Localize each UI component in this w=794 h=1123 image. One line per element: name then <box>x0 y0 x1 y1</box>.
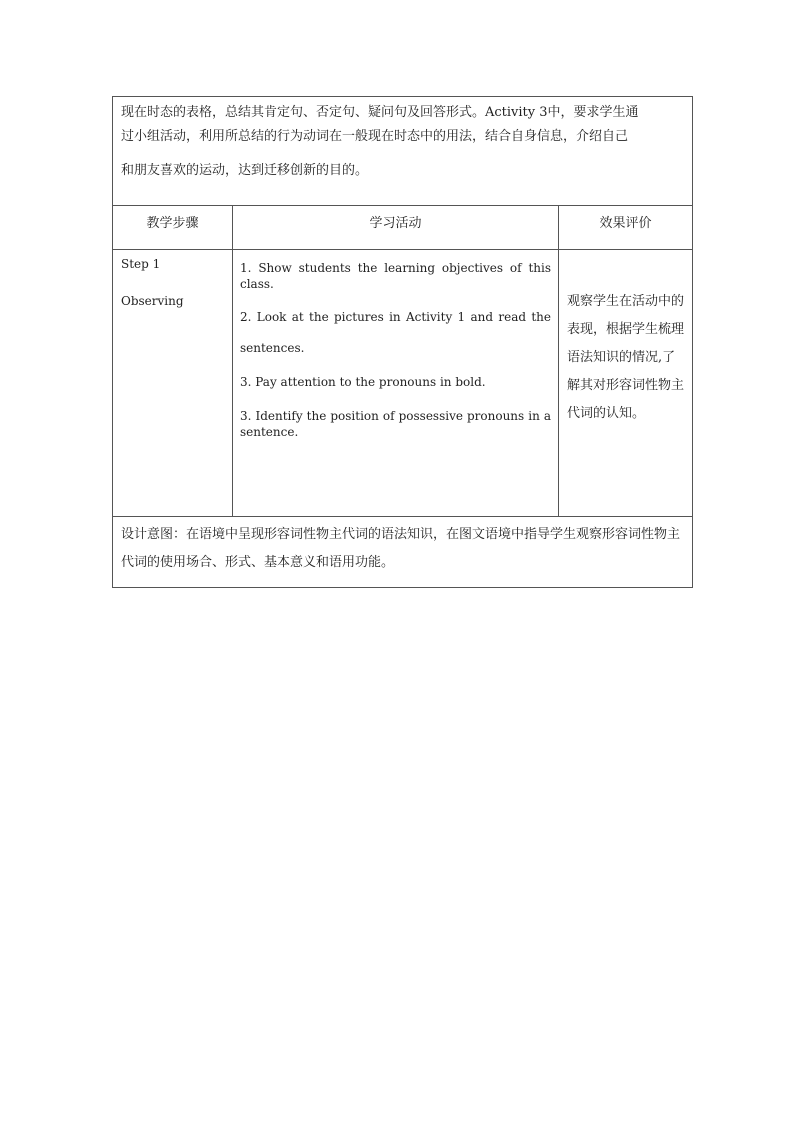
intro-line-1: 现在时态的表格，总结其肯定句、否定句、疑问句及回答形式。Activity 3中，要求学生通 <box>121 105 639 120</box>
intro-line-3: 和朋友喜欢的运动，达到迁移创新的目的。 <box>121 163 369 178</box>
step-name: Observing <box>121 294 184 308</box>
header-evaluation: 效果评价 <box>559 206 693 250</box>
lesson-plan-table <box>112 96 693 588</box>
intro-line-2: 过小组活动，利用所总结的行为动词在一般现在时态中的用法，结合自身信息，介绍自己 <box>121 129 629 144</box>
intro-cell <box>113 97 693 206</box>
step-number: Step 1 <box>121 257 161 271</box>
table-row <box>113 250 693 517</box>
evaluation-cell <box>559 250 693 517</box>
design-intent-text: 设计意图：在语境中呈现形容词性物主代词的语法知识，在图文语境中指导学生观察形容词性物主代词的使用场合、形式、基本意义和语用功能。 <box>121 527 681 570</box>
table-header-row <box>113 206 693 250</box>
activity-item-3: 3. Pay attention to the pronouns in bold. <box>240 375 486 389</box>
activities-cell <box>233 250 559 517</box>
activity-item-1: 1. Show students the learning objectives of this class. <box>240 261 551 291</box>
step-cell <box>113 250 233 517</box>
activity-item-4: 3. Identify the position of possessive pronouns in a sentence. <box>240 409 551 439</box>
activity-item-2: 2. Look at the pictures in Activity 1 and read the sentences. <box>240 310 551 355</box>
header-teaching-steps: 教学步骤 <box>113 206 233 250</box>
intro-text <box>113 97 692 183</box>
evaluation-text: 观察学生在活动中的表现，根据学生梳理语法知识的情况,了解其对形容词性物主代词的认知。 <box>567 294 685 421</box>
header-learning-activities: 学习活动 <box>233 206 559 250</box>
design-intent-cell <box>113 517 693 588</box>
